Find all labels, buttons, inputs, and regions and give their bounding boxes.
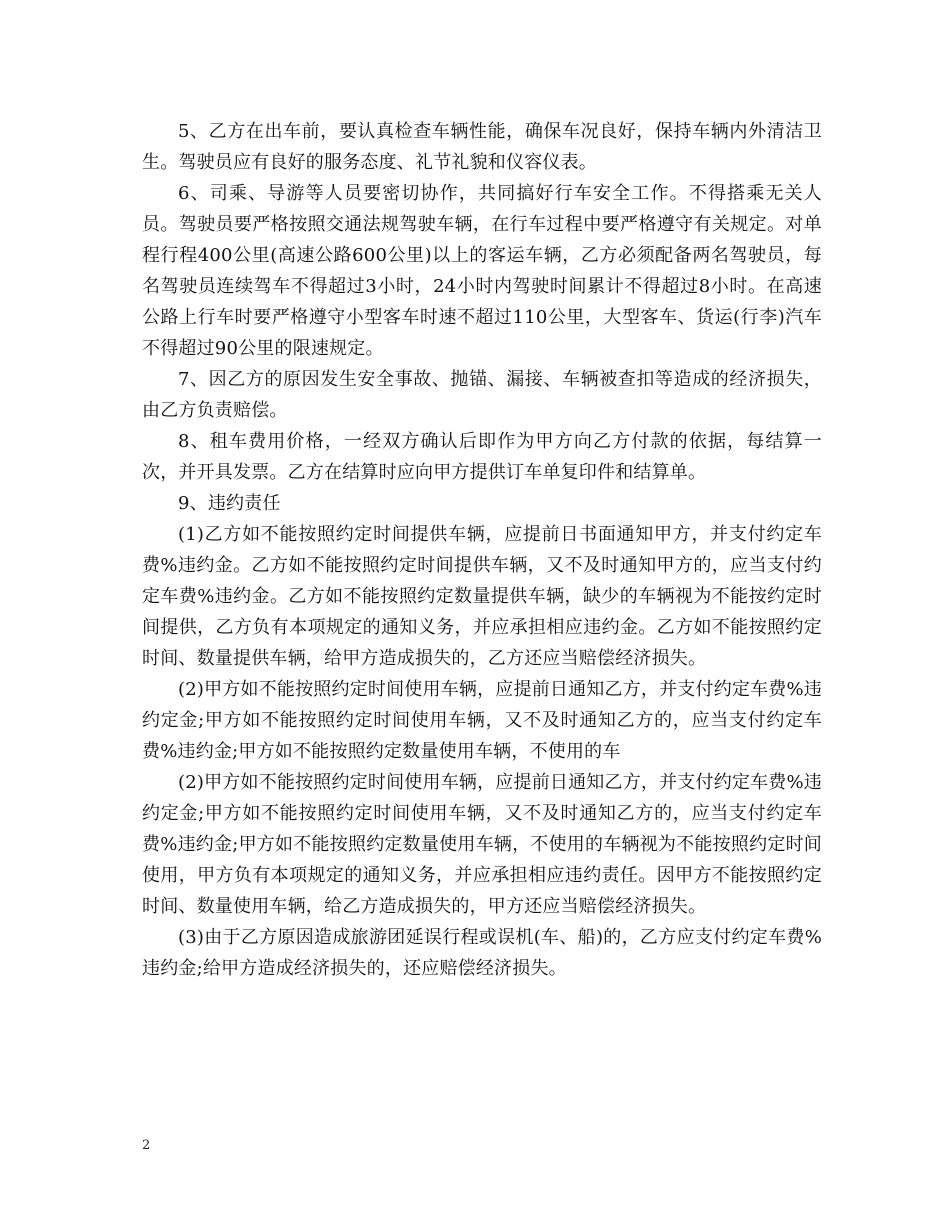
- paragraph-clause-2-partial: (2)甲方如不能按照约定时间使用车辆，应提前日通知乙方，并支付约定车费%违约定金;甲方如不能按照约定时间使用车辆，又不及时通知乙方的，应当支付约定车费%违约金;甲方如不能按照约定数量使用车辆，不使用的车: [142, 679, 822, 762]
- paragraph-clause-3: (3)由于乙方原因造成旅游团延误行程或误机(车、船)的，乙方应支付约定车费%违约金;给甲方造成经济损失的，还应赔偿经济损失。: [142, 927, 822, 979]
- paragraph-item-5: 5、乙方在出车前，要认真检查车辆性能，确保车况良好，保持车辆内外清洁卫生。驾驶员应有良好的服务态度、礼节礼貌和仪容仪表。: [142, 121, 822, 173]
- section-heading-breach-liability: 9、违约责任: [178, 493, 281, 514]
- paragraph-item-7: 7、因乙方的原因发生安全事故、抛锚、漏接、车辆被查扣等造成的经济损失，由乙方负责赔偿。: [142, 369, 822, 421]
- paragraph-clause-2: (2)甲方如不能按照约定时间使用车辆，应提前日通知乙方，并支付约定车费%违约定金;甲方如不能按照约定时间使用车辆，又不及时通知乙方的，应当支付约定车费%违约金;甲方如不能按照约定数量使用车辆，不使用的车辆视为不能按照约定时间使用，甲方负有本项规定的通知义务，并应承担相应违约责任。因甲方不能按照约定时间、数量使用车辆，给乙方造成损失的，甲方还应当赔偿经济损失。: [142, 772, 822, 917]
- document-body: [142, 116, 822, 984]
- paragraph-item-6: 6、司乘、导游等人员要密切协作，共同搞好行车安全工作。不得搭乘无关人员。驾驶员要严格按照交通法规驾驶车辆，在行车过程中要严格遵守有关规定。对单程行程400公里(高速公路600公里)以上的客运车辆，乙方必须配备两名驾驶员，每名驾驶员连续驾车不得超过3小时，24小时内驾驶时间累计不得超过8小时。在高速公路上行车时要严格遵守小型客车时速不超过110公里，大型客车、货运(行李)汽车不得超过90公里的限速规定。: [142, 183, 822, 359]
- paragraph-item-8: 8、租车费用价格，一经双方确认后即作为甲方向乙方付款的依据，每结算一次，并开具发票。乙方在结算时应向甲方提供订车单复印件和结算单。: [142, 431, 822, 483]
- page-number: 2: [142, 1138, 151, 1153]
- paragraph-clause-1: (1)乙方如不能按照约定时间提供车辆，应提前日书面通知甲方，并支付约定车费%违约金。乙方如不能按照约定时间提供车辆，又不及时通知甲方的，应当支付约定车费%违约金。乙方如不能按照约定数量提供车辆，缺少的车辆视为不能按约定时间提供，乙方负有本项规定的通知义务，并应承担相应违约金。乙方如不能按照约定时间、数量提供车辆，给甲方造成损失的，乙方还应当赔偿经济损失。: [142, 524, 822, 669]
